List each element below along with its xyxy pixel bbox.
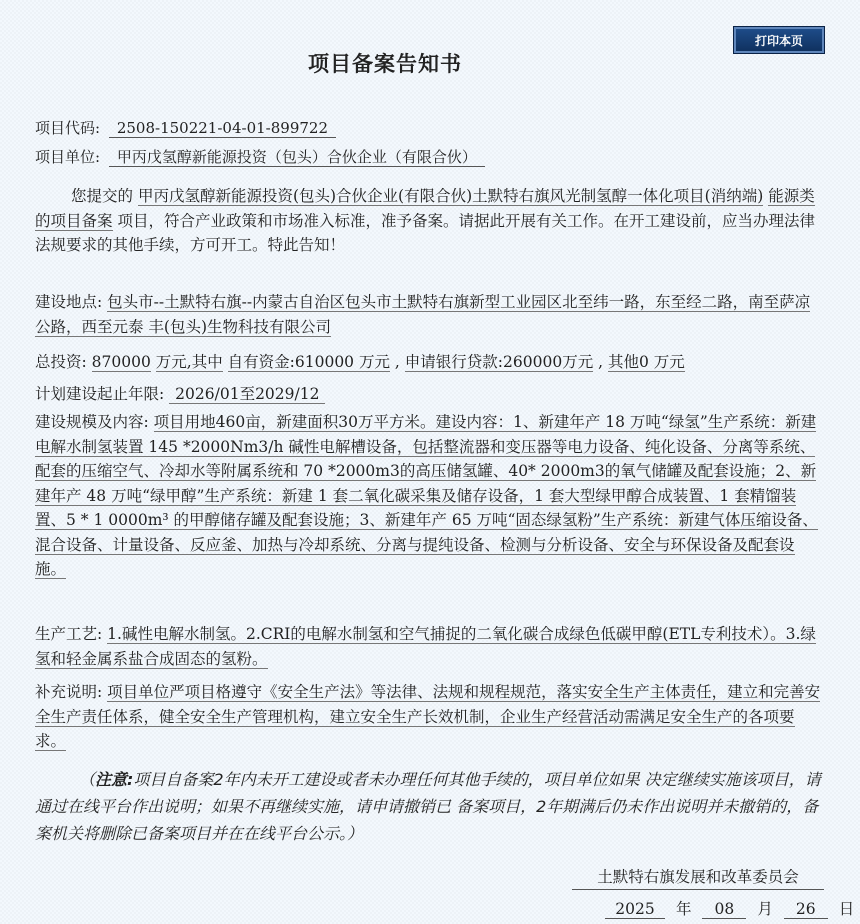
intro-prefix: 您提交的 xyxy=(71,187,134,205)
intro-project-name: 甲丙戊氢醇新能源投资(包头)合伙企业(有限合伙)土默特右旗风光制氢醇一体化项目(消纳端) xyxy=(137,187,764,205)
supplement-label: 补充说明: xyxy=(35,683,103,701)
investment-total: 870000 xyxy=(91,353,151,371)
notice-paragraph xyxy=(35,766,825,847)
investment-separator: , xyxy=(394,353,400,371)
intro-paragraph xyxy=(35,184,825,258)
date-day-unit: 日 xyxy=(838,900,855,918)
investment-row xyxy=(35,350,825,375)
investment-separator-2: , xyxy=(598,353,604,371)
scale-label: 建设规模及内容: xyxy=(35,413,149,431)
date-month: 08 xyxy=(702,900,746,919)
project-unit-value: 甲丙戊氢醇新能源投资（包头）合伙企业（有限合伙） xyxy=(109,148,485,167)
location-label: 建设地点: xyxy=(35,293,103,311)
notice-open: （ xyxy=(79,770,96,789)
intro-category: 能源类的项目备案 xyxy=(35,187,815,230)
intro-suffix: 项目，符合产业政策和市场准入标准，准予备案。请据此开展有关工作。在开工建设前，应当办理法律法规要求的其他手续，方可开工。特此告知！ xyxy=(35,211,815,254)
process-value: 1.碱性电解水制氢。2.CRI的电解水制氢和空气捕捉的二氧化碳合成绿色低碳甲醇(ETL专利技术）。3.绿氢和轻金属系盐合成固态的氢粉。 xyxy=(35,625,816,668)
supplement-paragraph xyxy=(35,680,825,754)
supplement-value: 项目单位严项目格遵守《安全生产法》等法律、法规和规程规范，落实安全生产主体责任，建立和完善安全生产责任体系，健全安全生产管理机构，建立安全生产长效机制，企业生产经营活动需满足安全生产的各项要求。 xyxy=(35,683,821,750)
investment-unit: 万元,其中 xyxy=(155,353,223,371)
notice-text: 项目自备案2年内未开工建设或者未办理任何其他手续的，项目单位如果 决定继续实施该项目，请通过在线平台作出说明；如果不再继续实施，请申请撤销已 备案项目，2年期满后仍未作出说明并未撤销的，备案机关将删除已备案项目并在在线平台公示。） xyxy=(35,770,821,843)
location-value: 包头市--土默特右旗--内蒙古自治区包头市土默特右旗新型工业园区北至纬一路，东至经二路，南至萨凉公路，西至元泰 丰(包头)生物科技有限公司 xyxy=(35,293,811,336)
investment-other: 其他0 万元 xyxy=(608,353,685,371)
scale-paragraph xyxy=(35,410,825,582)
date-year: 2025 xyxy=(605,900,665,919)
period-value: 2026/01至2029/12 xyxy=(169,385,325,404)
print-page-button[interactable]: 打印本页 xyxy=(733,26,825,54)
project-code-value: 2508-150221-04-01-899722 xyxy=(109,119,336,138)
period-row xyxy=(35,382,825,407)
project-unit-label: 项目单位: xyxy=(35,148,101,166)
scale-value: 项目用地460亩，新建面积30万平方米。建设内容：1、新建年产 18 万吨“绿氢”生产系统：新建电解水制氢装置 145 *2000Nm3/h 碱性电解槽设备，包括整流器和变压器等电力设备、纯化设备、分离等系统、配套的压缩空气、冷却水等附属系统和 70 *2000m3的高压储氢罐、40* 2000m3的氧气储罐及配套设施；2、新建年产 48 万吨“绿甲醇”生产系统：新建 1 套二氧化碳采集及储存设备，1 套大型绿甲醇合成装置、1 套精馏装置、5 * 1 0000m³ 的甲醇储存罐及配套设施；3、新建年产 65 万吨“固态绿氢粉”生产系统：新建气体压缩设备、混合设备、计量设备、反应釜、加热与冷却系统、分离与提纯设备、检测与分析设备、安全与环保设备及配套设施。 xyxy=(35,413,818,578)
date-month-unit: 月 xyxy=(757,900,773,918)
process-paragraph xyxy=(35,622,825,671)
issue-date xyxy=(605,897,860,919)
project-unit-row xyxy=(35,147,485,167)
project-code-label: 项目代码: xyxy=(35,119,101,137)
location-paragraph xyxy=(35,290,825,339)
period-label: 计划建设起止年限: xyxy=(35,385,165,403)
process-label: 生产工艺: xyxy=(35,625,103,643)
notice-label: 注意: xyxy=(95,770,134,789)
investment-own-funds: 自有资金:610000 万元 xyxy=(227,353,390,371)
date-day: 26 xyxy=(784,900,828,919)
investment-label: 总投资: xyxy=(35,353,87,371)
page-title: 项目备案告知书 xyxy=(308,51,462,76)
date-year-unit: 年 xyxy=(675,900,692,918)
investment-bank-loan: 申请银行贷款:260000万元 xyxy=(404,353,594,371)
project-code-row xyxy=(35,118,336,138)
issuing-authority: 土默特右旗发展和改革委员会 xyxy=(572,865,824,890)
